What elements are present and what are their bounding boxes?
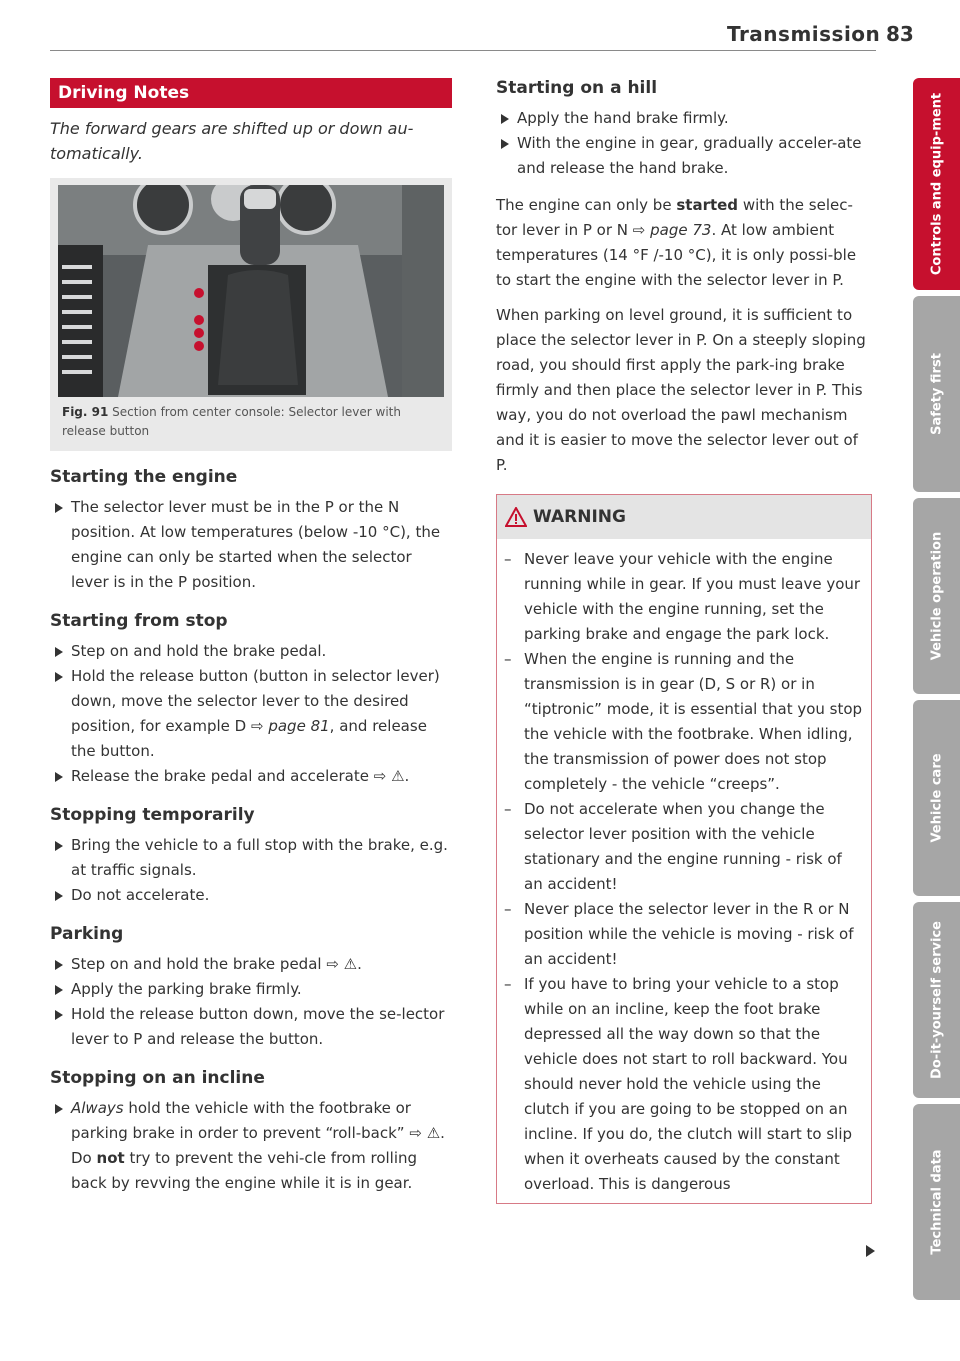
- tab-vehicle-operation[interactable]: Vehicle operation: [913, 498, 960, 694]
- right-column: [496, 78, 870, 1204]
- intro-text: The forward gears are shifted up or down au-tomatically.: [50, 119, 414, 163]
- warning-item: – Do not accelerate when you change the selector lever position with the vehicle stationary and the engine running - risk of an accident!: [504, 800, 842, 893]
- heading-stopping-temporarily: Stopping temporarily: [50, 805, 255, 825]
- tab-do-it-yourself[interactable]: Do-it-yourself service: [913, 902, 960, 1098]
- tab-vehicle-care[interactable]: Vehicle care: [913, 700, 960, 896]
- list-item: Step on and hold the brake pedal.: [50, 639, 452, 664]
- warning-reference[interactable]: ⚠.: [343, 955, 362, 973]
- heading-starting-hill: Starting on a hill: [496, 78, 658, 98]
- list-stopping-temporarily: [50, 833, 452, 908]
- warning-item: – When the engine is running and the transmission is in gear (D, S or R) or in “tiptronic” mode, it is essential that you stop the vehicle with the footbrake. When idling, the transmission of power does not stop completely - the vehicle “creeps”.: [504, 650, 863, 793]
- list-starting-hill: [496, 106, 870, 181]
- warning-item: – Never leave your vehicle with the engine running while in gear. If you must leave your vehicle with the engine running, set the parking brake and engage the park lock.: [504, 550, 861, 643]
- list-item: Step on and hold the brake pedal ⇨ ⚠.: [50, 952, 452, 977]
- page-reference-link[interactable]: page 73: [650, 221, 712, 239]
- warning-title: WARNING: [533, 507, 626, 527]
- list-item: Apply the hand brake firmly.: [496, 106, 870, 131]
- continue-arrow-icon[interactable]: [866, 1245, 875, 1257]
- figure-91: [50, 178, 452, 451]
- header-divider: [50, 50, 876, 51]
- list-parking: [50, 952, 452, 1052]
- warning-item: – If you have to bring your vehicle to a stop while on an incline, keep the foot brake depressed all the way down so that the vehicle does not start to roll backward. You should never hold the vehicle using the clutch if you are going to be stopped on an incline. If you do, the clutch will start to slip when it overheats caused by the constant overload. This is dangerous: [504, 975, 853, 1193]
- list-starting-engine: [50, 495, 452, 595]
- list-starting-from-stop: [50, 639, 452, 789]
- section-banner: Driving Notes: [50, 78, 452, 108]
- paragraph-engine-start: The engine can only be started with the selec-tor lever in P or N ⇨ page 73. At low ambient temperatures (14 °F /-10 °C), it is only possi-ble to start the engine with the selector lever in P.: [496, 196, 857, 289]
- list-item: Hold the release button down, move the se-lector lever to P and release the button.: [50, 1002, 452, 1052]
- chapter-title: Transmission: [727, 22, 881, 46]
- warning-triangle-icon: [505, 507, 527, 527]
- heading-starting-from-stop: Starting from stop: [50, 611, 228, 631]
- page-reference-link[interactable]: page 81: [268, 717, 330, 735]
- figure-label: Fig. 91: [62, 405, 109, 419]
- list-item: The selector lever must be in the P or the N position. At low temperatures (below -10 °C), the engine can only be started when the selector lever is in the P position.: [50, 495, 452, 595]
- list-item: Release the brake pedal and accelerate ⇨ ⚠.: [50, 764, 452, 789]
- list-item: Bring the vehicle to a full stop with the brake, e.g. at traffic signals.: [50, 833, 452, 883]
- warning-symbol[interactable]: ⚠: [426, 1124, 441, 1142]
- page-header: [0, 0, 960, 60]
- list-item: Hold the release button (button in selector lever) down, move the selector lever to the desired position, for example D ⇨ page 81, and release the button.: [50, 664, 452, 764]
- tab-technical-data[interactable]: Technical data: [913, 1104, 960, 1300]
- selector-lever-photo: [58, 185, 444, 397]
- heading-parking: Parking: [50, 924, 124, 944]
- warning-item: – Never place the selector lever in the R or N position while the vehicle is moving - risk of an accident!: [504, 900, 854, 968]
- tab-safety-first[interactable]: Safety first: [913, 296, 960, 492]
- figure-caption: [50, 397, 452, 445]
- chapter-tabs: [913, 78, 960, 1306]
- heading-stopping-incline: Stopping on an incline: [50, 1068, 265, 1088]
- left-column: [50, 78, 452, 1196]
- list-stopping-incline: [50, 1096, 452, 1196]
- list-item: Apply the parking brake firmly.: [50, 977, 452, 1002]
- list-item: With the engine in gear, gradually acceler-ate and release the hand brake.: [496, 131, 870, 181]
- warning-header: [497, 495, 871, 539]
- figure-caption-text: Section from center console: Selector lever with release button: [62, 405, 401, 438]
- list-item: Do not accelerate.: [50, 883, 452, 908]
- heading-starting-engine: Starting the engine: [50, 467, 238, 487]
- tab-controls-equipment[interactable]: Controls and equip-ment: [913, 78, 960, 290]
- page-number: 83: [886, 22, 914, 46]
- warning-list: [497, 547, 871, 1197]
- paragraph-parking: When parking on level ground, it is sufficient to place the selector lever in P. On a steeply sloping road, you should first apply the park-ing brake firmly and then place the selector lever in P. This way, you do not overload the pawl mechanism and it is easier to move the selector lever out of P.: [496, 306, 866, 474]
- warning-reference[interactable]: ⇨ ⚠.: [373, 767, 410, 785]
- list-item: Always hold the vehicle with the footbrake or parking brake in order to prevent “roll-back” ⇨ ⚠. Do not try to prevent the vehi-cle from rolling back by revving the engine while it is in gear.: [50, 1096, 452, 1196]
- warning-box: [496, 494, 872, 1204]
